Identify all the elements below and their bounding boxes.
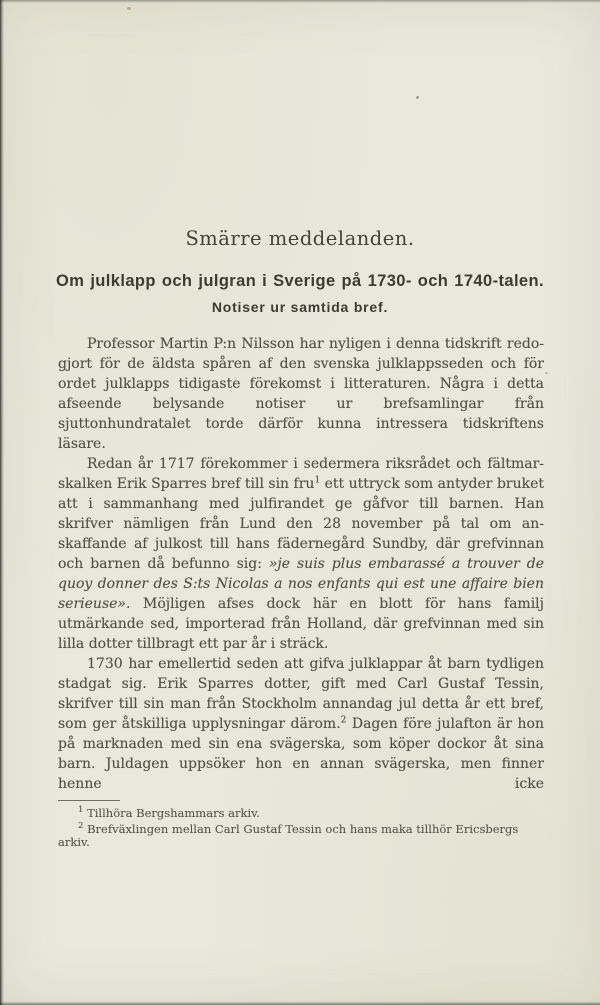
french-quote: »je suis plus embarassé a trouver de quoy donner des S:ts Nicolas a nos enfants qui est une affaire bien serieuse». <box>58 556 544 612</box>
footnote-1-text: Tillhöra Bergshammars arkiv. <box>87 806 260 820</box>
footnote-ref-1: 1 <box>314 475 321 486</box>
footnotes <box>58 800 544 850</box>
footnote-1 <box>58 807 544 821</box>
scan-edge-bottom <box>0 1001 600 1005</box>
article-body <box>58 334 544 794</box>
paper-speck <box>545 372 548 374</box>
article-subtitle: Notiser ur samtida bref. <box>211 299 389 315</box>
scan-edge-top <box>0 0 600 3</box>
footnote-2-marker: 2 <box>78 820 84 831</box>
paragraph-2-text-a: Redan år 1717 förekommer i sedermera riksrådet och fältmarskalken Erik Sparres bref till sin fru <box>58 456 544 492</box>
paper-speck <box>127 7 131 10</box>
footnote-2 <box>58 820 544 850</box>
paragraph-2-text-c: Möjligen afses dock här en blott för hans familj utmärkande sed, importerad från Holland, där grefvinnan med sin lilla dotter tillbragt ett par år i sträck. <box>58 596 544 652</box>
footnote-ref-2: 2 <box>340 715 347 726</box>
footnote-rule <box>58 800 120 801</box>
paragraph-2 <box>58 454 544 654</box>
paragraph-3-text-b: Dagen före julafton är hon på marknaden med sin ena svägerska, som köper dockor åt sina barn. Juldagen uppsöker hon en annan svägerska, men finner henne icke <box>58 716 545 792</box>
section-title: Smärre meddelanden. <box>185 227 415 250</box>
article-title: Om julklapp och julgran i Sverige på 1730- och 1740-talen. <box>56 272 544 290</box>
footnote-2-text: Brefväxlingen mellan Carl Gustaf Tessin och hans maka tillhör Ericsbergs arkiv. <box>58 821 519 849</box>
paragraph-3-text-a: 1730 har emellertid seden att gifva julklappar åt barn tydligen stadgat sig. Erik Sparres dotter, gift med Carl Gustaf Tessin, skrifver till sin man från Stockholm annandag jul detta år ett bref, som ger åtskilliga upplysningar därom. <box>58 656 544 732</box>
footnote-1-marker: 1 <box>78 805 84 816</box>
paragraph-2-text-b: ett uttryck som antyder bruket att i sammanhang med julfirandet ge gåfvor till barnen. Han skrifver nämligen från Lund den 28 november på tal om anskaffande af julkost till hans fädernegård Sundby, där grefvinnan och barnen då befunno sig: <box>58 476 545 572</box>
paragraph-3 <box>58 654 544 794</box>
paragraph-1: Professor Martin P:n Nilsson har nyligen i denna tidskrift redogjort för de äldsta spåren af den svenska julklappsseden och för ordet julklapps tidigaste förekomst i litteraturen. Några i detta afseende belysande notiser ur brefsamlingar från sjuttonhundratalet torde därför kunna intressera tidskriftens läsare. <box>58 336 544 452</box>
scan-edge-left <box>0 0 4 1005</box>
paper-speck <box>416 96 419 99</box>
